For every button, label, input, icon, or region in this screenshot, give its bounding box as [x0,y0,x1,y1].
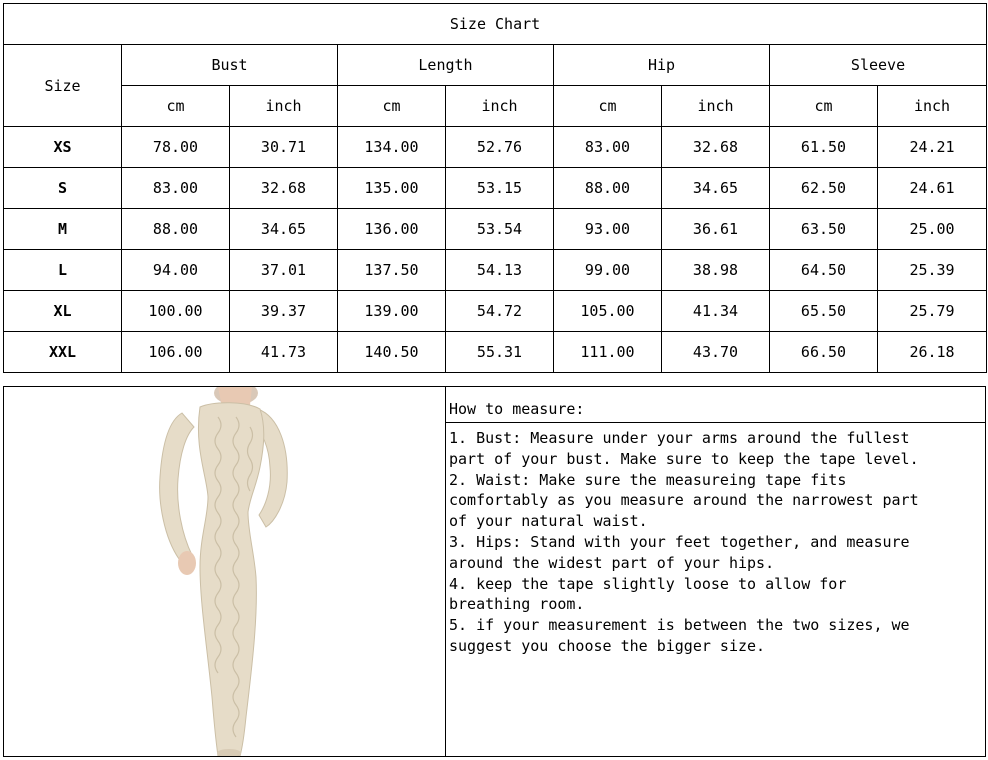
value-cell: 65.50 [770,291,878,332]
table-row [4,168,987,209]
value-cell: 53.15 [446,168,554,209]
value-cell: 26.18 [878,332,987,373]
value-cell: 64.50 [770,250,878,291]
instruction-line: 5. if your measurement is between the two sizes, we [449,616,910,635]
unit-header-inch: inch [662,86,770,127]
value-cell: 139.00 [338,291,446,332]
dress-photo [4,387,446,756]
value-cell: 30.71 [230,127,338,168]
value-cell: 136.00 [338,209,446,250]
value-cell: 93.00 [554,209,662,250]
value-cell: 105.00 [554,291,662,332]
value-cell: 94.00 [122,250,230,291]
value-cell: 100.00 [122,291,230,332]
table-row [4,209,987,250]
value-cell: 39.37 [230,291,338,332]
unit-header-cm: cm [770,86,878,127]
value-cell: 140.50 [338,332,446,373]
value-cell: 32.68 [662,127,770,168]
value-cell: 32.68 [230,168,338,209]
value-cell: 25.00 [878,209,987,250]
value-cell: 137.50 [338,250,446,291]
title-row [4,4,987,45]
unit-header-cm: cm [338,86,446,127]
instruction-line: 2. Waist: Make sure the measureing tape fits [449,470,847,489]
value-cell: 25.39 [878,250,987,291]
group-header-length: Length [338,45,554,86]
size-column-header: Size [4,45,122,127]
value-cell: 61.50 [770,127,878,168]
value-cell: 43.70 [662,332,770,373]
value-cell: 135.00 [338,168,446,209]
table-row [4,332,987,373]
value-cell: 62.50 [770,168,878,209]
group-header-row [4,45,987,86]
value-cell: 37.01 [230,250,338,291]
value-cell: 106.00 [122,332,230,373]
value-cell: 88.00 [554,168,662,209]
unit-header-inch: inch [230,86,338,127]
size-label: S [4,168,122,209]
chart-title: Size Chart [4,4,987,45]
unit-header-inch: inch [878,86,987,127]
unit-header-cm: cm [122,86,230,127]
unit-header-row [4,86,987,127]
size-label: L [4,250,122,291]
unit-header-cm: cm [554,86,662,127]
value-cell: 36.61 [662,209,770,250]
value-cell: 34.65 [662,168,770,209]
table-row [4,250,987,291]
instruction-line: 4. keep the tape slightly loose to allow for [449,574,847,593]
value-cell: 54.13 [446,250,554,291]
group-header-bust: Bust [122,45,338,86]
value-cell: 55.31 [446,332,554,373]
how-to-measure-heading: How to measure: [446,387,985,423]
instruction-line: suggest you choose the bigger size. [449,636,766,655]
value-cell: 83.00 [554,127,662,168]
value-cell: 134.00 [338,127,446,168]
value-cell: 83.00 [122,168,230,209]
group-header-hip: Hip [554,45,770,86]
instruction-line: comfortably as you measure around the narrowest part [449,491,919,510]
value-cell: 54.72 [446,291,554,332]
size-label: XL [4,291,122,332]
value-cell: 25.79 [878,291,987,332]
value-cell: 41.34 [662,291,770,332]
group-header-sleeve: Sleeve [770,45,987,86]
value-cell: 99.00 [554,250,662,291]
value-cell: 41.73 [230,332,338,373]
table-row [4,127,987,168]
how-to-measure-instructions [446,423,985,657]
instruction-line: breathing room. [449,595,585,614]
value-cell: 66.50 [770,332,878,373]
instruction-line: part of your bust. Make sure to keep the tape level. [449,449,919,468]
measure-section [3,386,986,757]
value-cell: 24.21 [878,127,987,168]
instruction-line: 1. Bust: Measure under your arms around the fullest [449,429,910,447]
value-cell: 111.00 [554,332,662,373]
value-cell: 24.61 [878,168,987,209]
size-label: M [4,209,122,250]
value-cell: 63.50 [770,209,878,250]
value-cell: 38.98 [662,250,770,291]
instruction-line: of your natural waist. [449,512,648,531]
value-cell: 53.54 [446,209,554,250]
size-label: XS [4,127,122,168]
size-chart-table [3,3,987,373]
size-label: XXL [4,332,122,373]
instruction-line: around the widest part of your hips. [449,553,775,572]
instruction-line: 3. Hips: Stand with your feet together, and measure [449,532,910,551]
value-cell: 78.00 [122,127,230,168]
value-cell: 34.65 [230,209,338,250]
table-row [4,291,987,332]
value-cell: 88.00 [122,209,230,250]
model-in-dress-image [4,387,445,756]
unit-header-inch: inch [446,86,554,127]
value-cell: 52.76 [446,127,554,168]
